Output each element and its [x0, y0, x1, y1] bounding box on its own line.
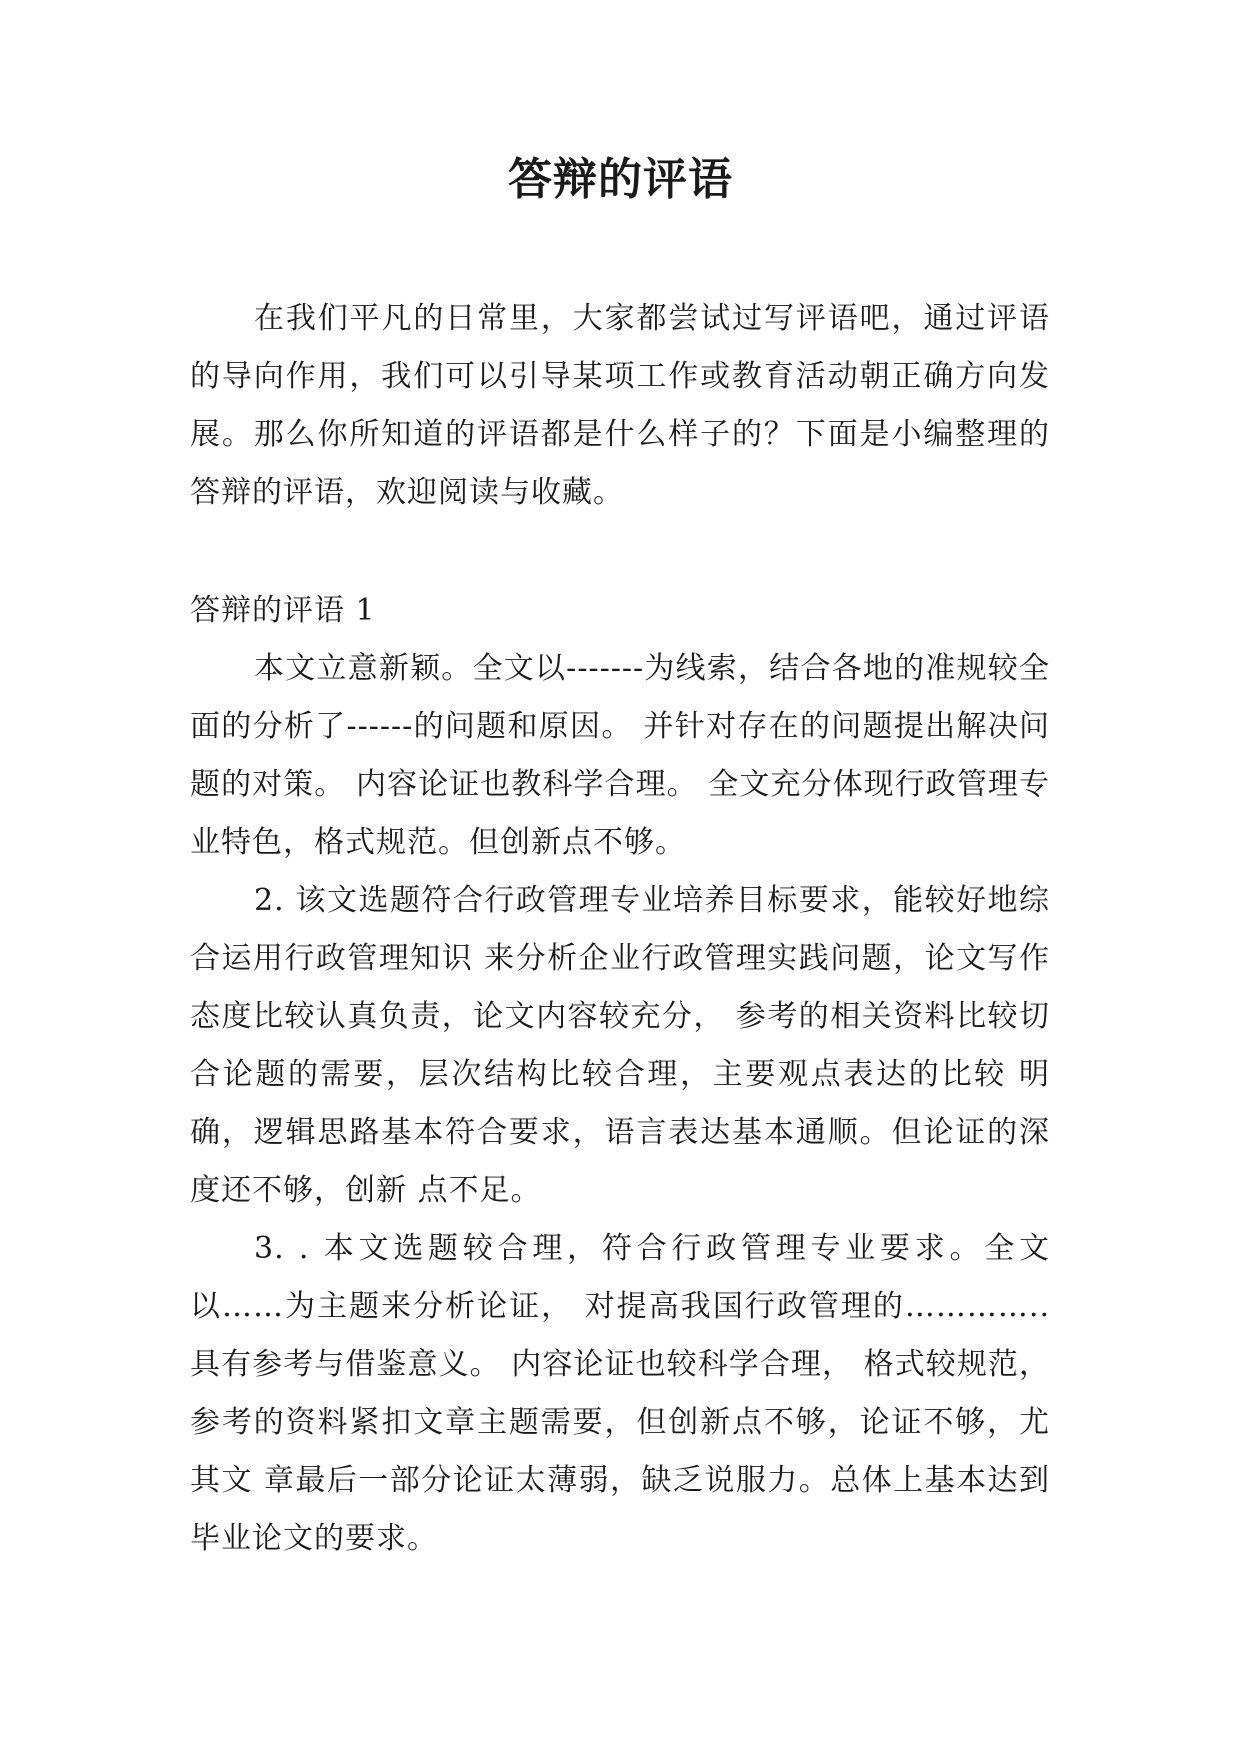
section-heading: 答辩的评语 1	[190, 593, 376, 628]
comment-paragraph-1: 本文立意新颖。全文以-------为线索，结合各地的准规较全面的分析了------的问题和原因。 并针对存在的问题提出解决问题的对策。 内容论证也教科学合理。 全文充分体现行政管理专业特色，格式规范。但创新点不够。	[190, 651, 1050, 860]
comment-paragraph-3: 3. . 本文选题较合理，符合行政管理专业要求。全文以……为主题来分析论证， 对提高我国行政管理的…………..具有参考与借鉴意义。 内容论证也较科学合理， 格式较规范，参考的资料紧扣文章主题需要，但创新点不够，论证不够，尤其文 章最后一部分论证太薄弱，缺乏说服力。总体上基本达到毕业论文的要求。	[190, 1231, 1050, 1556]
document-title: 答辩的评语	[508, 154, 733, 205]
intro-paragraph: 在我们平凡的日常里，大家都尝试过写评语吧，通过评语的导向作用，我们可以引导某项工作或教育活动朝正确方向发展。那么你所知道的评语都是什么样子的？下面是小编整理的答辩的评语，欢迎阅读与收藏。	[190, 301, 1050, 510]
comment-paragraph-2: 2. 该文选题符合行政管理专业培养目标要求，能较好地综合运用行政管理知识 来分析企业行政管理实践问题，论文写作态度比较认真负责，论文内容较充分， 参考的相关资料比较切合论题的需要，层次结构比较合理，主要观点表达的比较 明确，逻辑思路基本符合要求，语言表达基本通顺。但论证的深度还不够，创新 点不足。	[190, 883, 1050, 1208]
